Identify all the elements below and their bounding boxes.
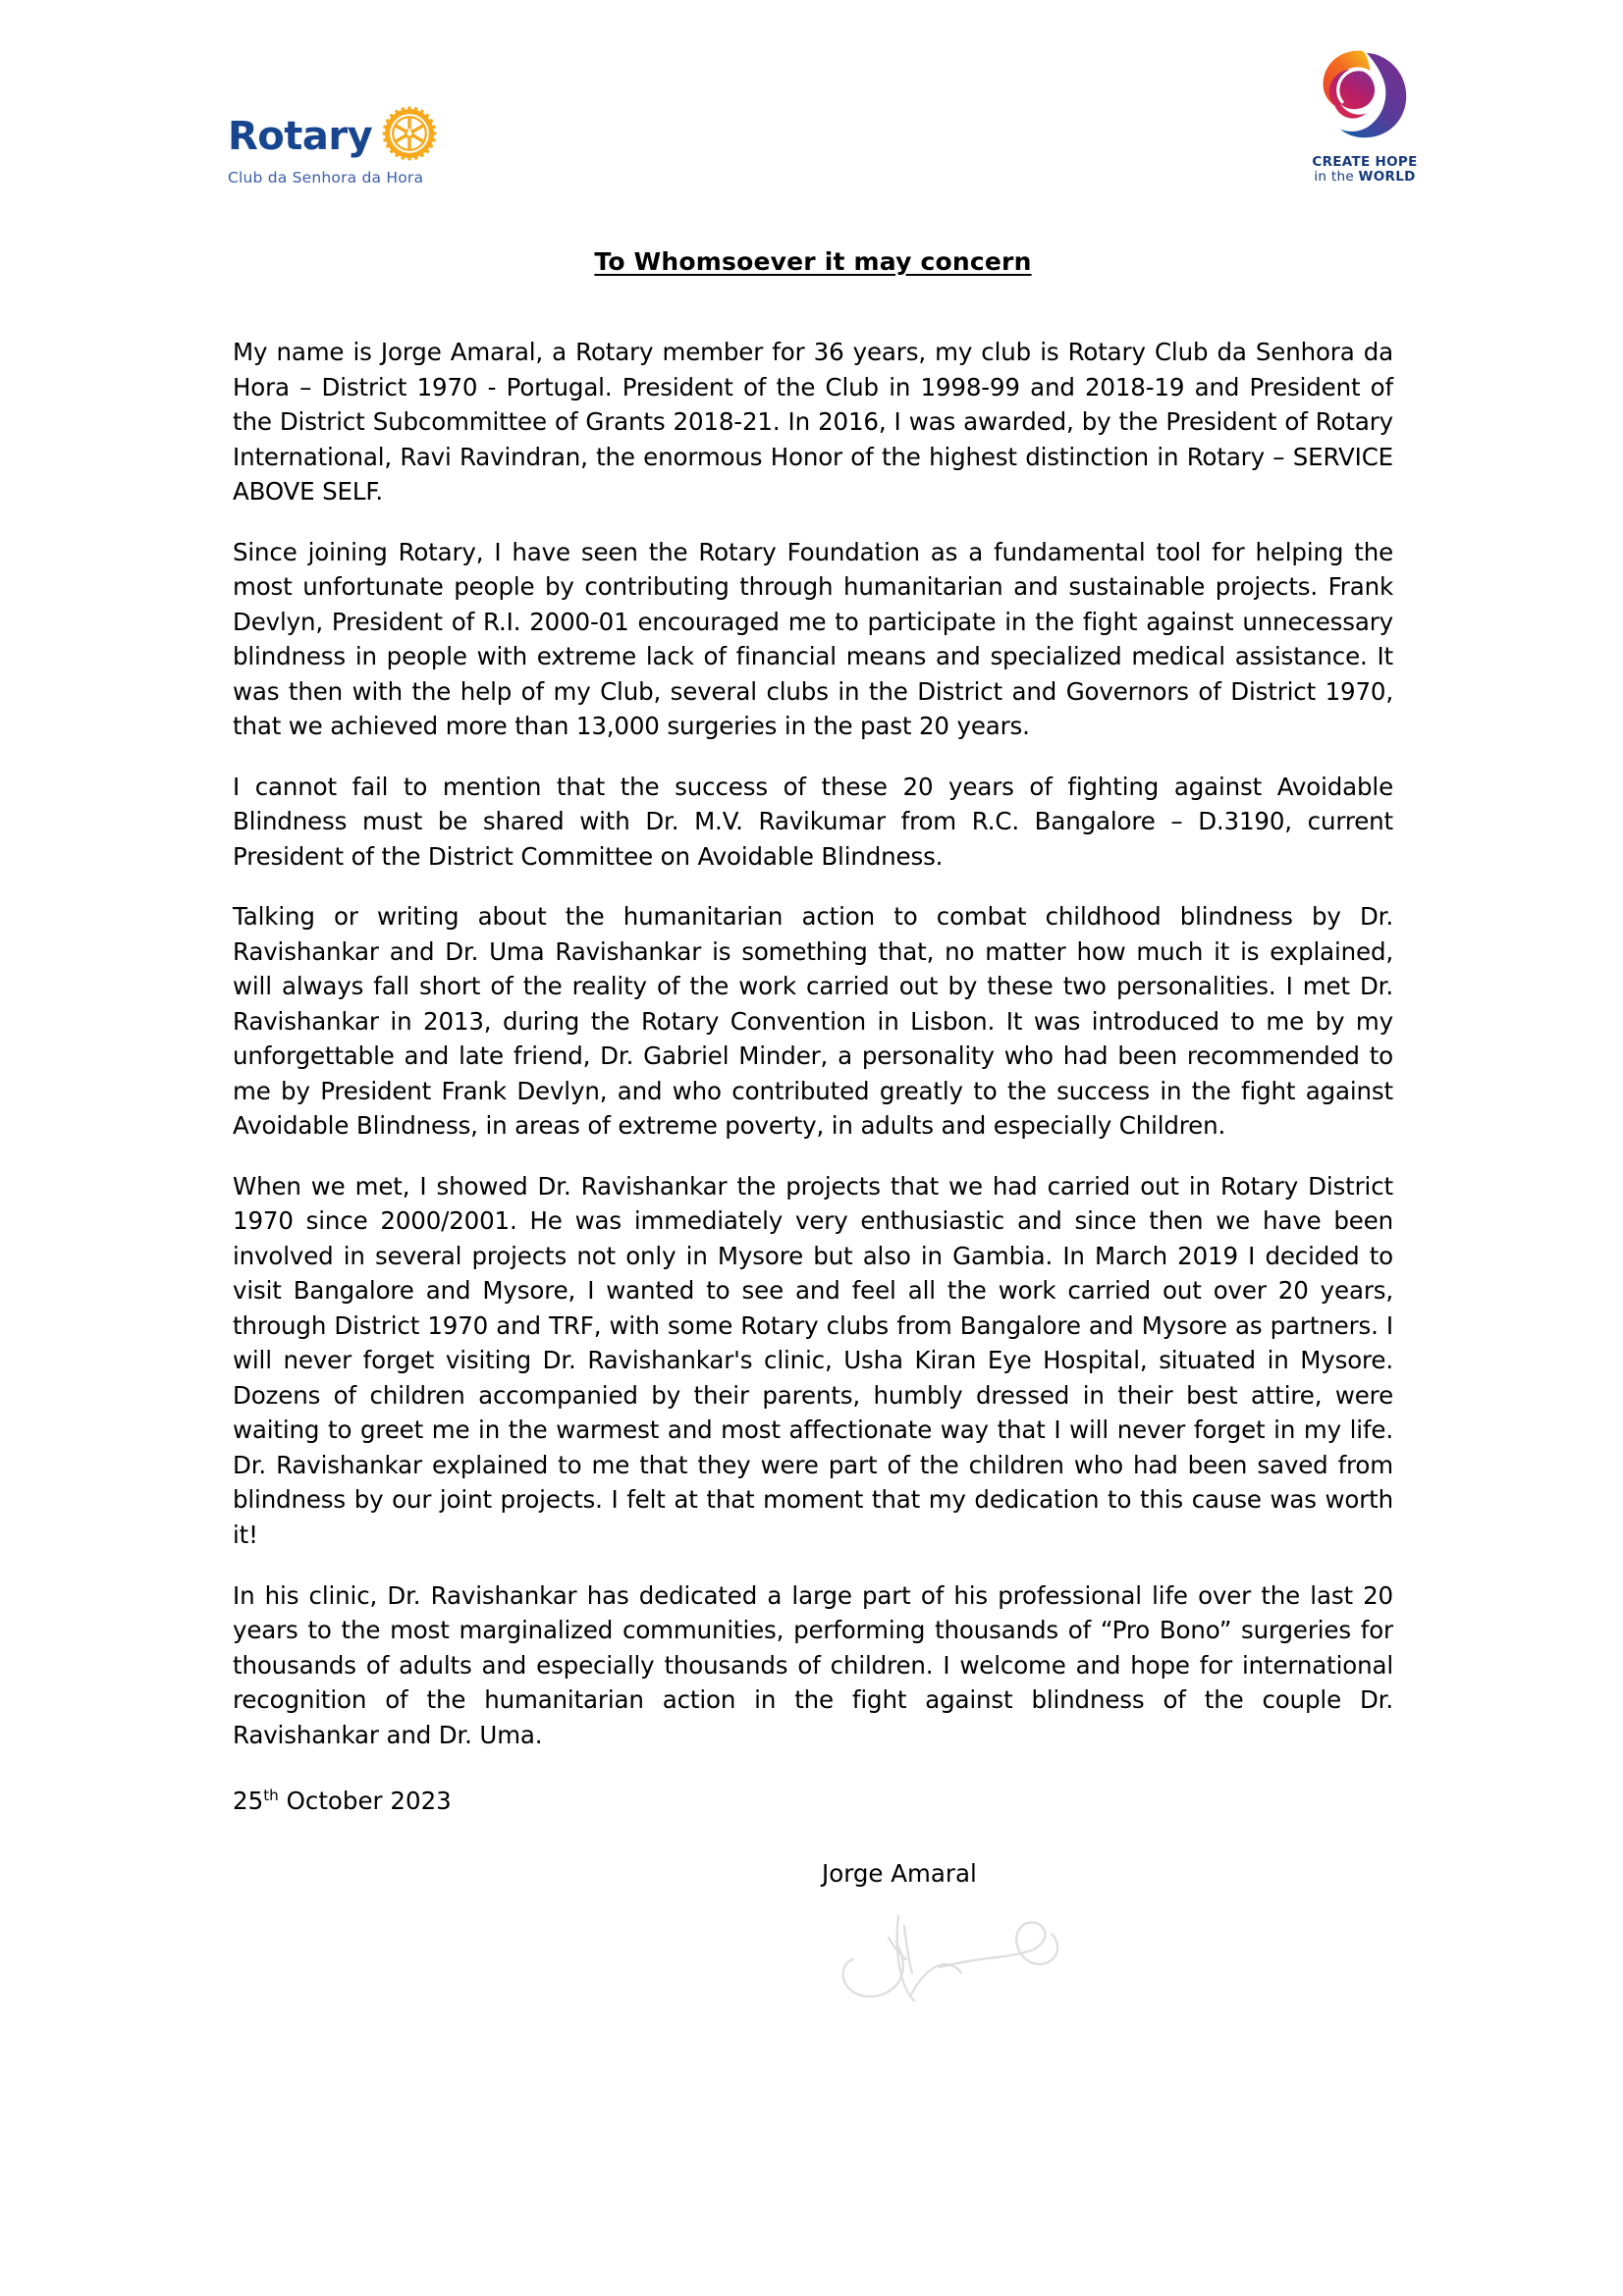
- date-day: 25: [233, 1787, 264, 1816]
- paragraph: When we met, I showed Dr. Ravishankar the projects that we had carried out in Rotary District 1970 since 2000/2001. He was immediately very enthusiastic and since then we have been involved in several projects not only in Mysore but also in Gambia. In March 2019 I decided to visit Bangalore and Mysore, I wanted to see and feel all the work carried out over 20 years, through District 1970 and TRF, with some Rotary clubs from Bangalore and Mysore as partners. I will never forget visiting Dr. Ravishankar's clinic, Usha Kiran Eye Hospital, situated in Mysore. Dozens of children accompanied by their parents, humbly dressed in their best attire, were waiting to greet me in the warmest and most affectionate way that I will never forget in my life. Dr. Ravishankar explained to me that they were part of the children who had been saved from blindness by our joint projects. I felt at that moment that my dedication to this cause was worth it!: [233, 1171, 1393, 1549]
- paragraph: I cannot fail to mention that the success of these 20 years of fighting against Avoidable Blindness must be shared with Dr. M.V. Ravikumar from R.C. Bangalore – D.3190, current President of the District Committee on Avoidable Blindness.: [233, 772, 1393, 871]
- rotary-wordmark: Rotary: [228, 113, 373, 159]
- signatory-name: Jorge Amaral: [822, 1858, 977, 1888]
- signature-block: [233, 1856, 1393, 2022]
- theme-line-1: CREATE HOPE: [1312, 154, 1418, 170]
- handwritten-signature: [802, 1898, 1393, 2021]
- rotary-create-hope-swirl-icon: [1318, 47, 1412, 150]
- rotary-logo-row: [228, 106, 437, 166]
- letter-date: [233, 1784, 1393, 1819]
- paragraph: In his clinic, Dr. Ravishankar has dedicated a large part of his professional life over the last 20 years to the most marginalized communities, performing thousands of “Pro Bono” surgeries for thousands of adults and especially thousands of children. I welcome and hope for international recognition of the humanitarian action in the fight against blindness of the couple Dr. Ravishankar and Dr. Uma.: [233, 1580, 1393, 1749]
- letterhead: [0, 0, 1623, 226]
- date-ordinal-suffix: th: [263, 1786, 279, 1804]
- rotary-wheel-icon: [382, 106, 437, 166]
- rotary-club-name: Club da Senhora da Hora: [228, 169, 424, 187]
- theme-line-2-light: in the: [1314, 169, 1359, 186]
- theme-line-2: [1312, 170, 1417, 185]
- paragraph: Since joining Rotary, I have seen the Rotary Foundation as a fundamental tool for helping the most unfortunate people by contributing through humanitarian and sustainable projects. Frank Devlyn, President of R.I. 2000-01 encouraged me to participate in the fight against unnecessary blindness in people with extreme lack of financial means and specialized medical assistance. It was then with the help of my Club, several clubs in the District and Governors of District 1970, that we achieved more than 13,000 surgeries in the past 20 years.: [233, 537, 1393, 741]
- date-rest: October 2023: [278, 1787, 452, 1816]
- paragraph: My name is Jorge Amaral, a Rotary member for 36 years, my club is Rotary Club da Senhora da Hora – District 1970 - Portugal. President of the Club in 1998-99 and 2018-19 and President of the District Subcommittee of Grants 2018-21. In 2016, I was awarded, by the President of Rotary International, Ravi Ravindran, the enormous Honor of the highest distinction in Rotary – SERVICE ABOVE SELF.: [233, 338, 1393, 507]
- paragraph: Talking or writing about the humanitarian action to combat childhood blindness by Dr. Ravishankar and Dr. Uma Ravishankar is something that, no matter how much it is explained, will always fall short of the reality of the work carried out by these two personalities. I met Dr. Ravishankar in 2013, during the Rotary Convention in Lisbon. It was introduced to me by my unforgettable and late friend, Dr. Gabriel Minder, a personality who had been recommended to me by President Frank Devlyn, and who contributed greatly to the success in the fight against Avoidable Blindness, in areas of extreme poverty, in adults and especially Children.: [233, 902, 1393, 1141]
- letter-content: [233, 245, 1393, 2021]
- rotary-club-logo: [228, 106, 437, 187]
- rotary-theme-logo: [1286, 47, 1443, 185]
- letter-body: [233, 335, 1393, 1752]
- theme-line-2-bold: WORLD: [1358, 169, 1416, 186]
- rotary-theme-text: [1312, 155, 1417, 185]
- page-title: To Whomsoever it may concern: [594, 247, 1032, 276]
